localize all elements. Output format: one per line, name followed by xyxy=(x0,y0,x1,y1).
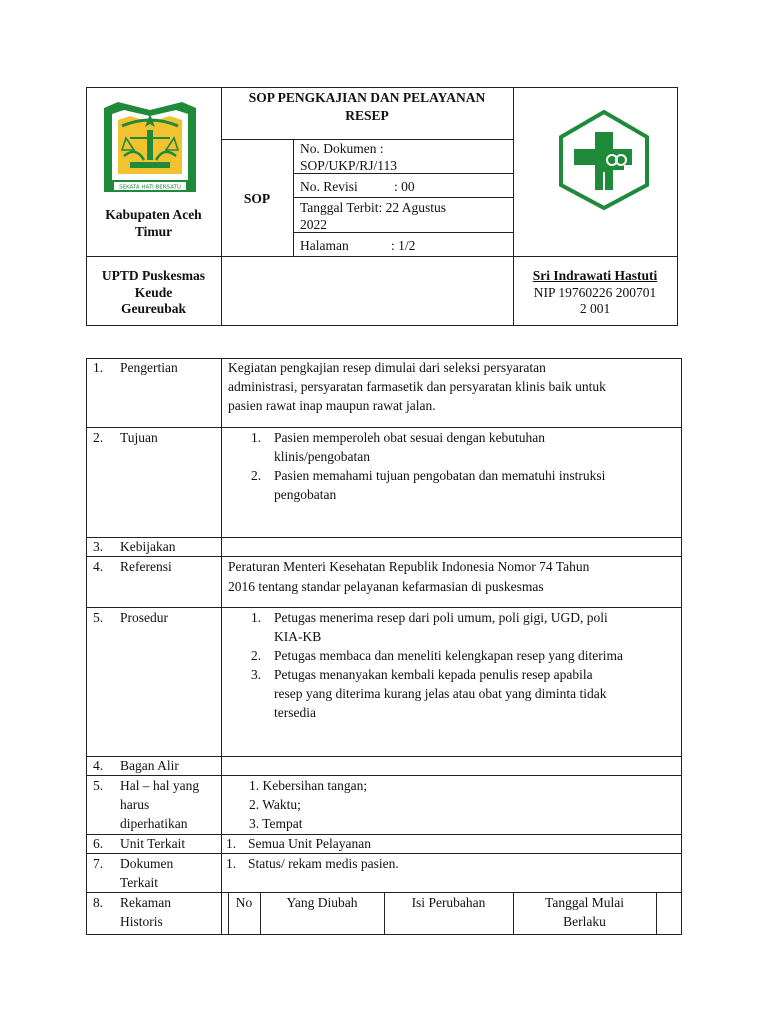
row-label-pengertian: Pengertian xyxy=(120,360,178,375)
row-num-pengertian: 1. xyxy=(93,360,104,375)
history-col-tanggal-line-2: Berlaku xyxy=(563,914,606,929)
prosedur-item-3-line-3: tersedia xyxy=(274,705,316,720)
row-label-rekaman-line-2: Historis xyxy=(120,914,163,929)
row-num-dokumen-terkait: 7. xyxy=(93,856,104,871)
history-col-no: No xyxy=(235,895,253,910)
tujuan-item-2-num: 2. xyxy=(251,468,262,483)
tujuan-item-1-line-1: Pasien memperoleh obat sesuai dengan kebutuhan xyxy=(274,430,546,445)
tujuan-item-2-line-1: Pasien memahami tujuan pengobatan dan mematuhi instruksi xyxy=(274,468,606,483)
hal-item-2: 2. Waktu; xyxy=(249,797,301,812)
page-label: Halaman xyxy=(300,238,349,253)
tujuan-item-1-num: 1. xyxy=(251,430,262,445)
row-label-dokumen-line-2: Terkait xyxy=(120,875,159,890)
page-value: : 1/2 xyxy=(391,238,416,253)
row-num-rekaman-historis: 8. xyxy=(93,895,104,910)
dokumen-terkait-item: Status/ rekam medis pasien. xyxy=(248,856,399,871)
issue-date-line-2: 2022 xyxy=(300,217,327,232)
row-label-prosedur: Prosedur xyxy=(120,610,168,625)
logo-motto: SEKATA HATI BERSATU xyxy=(119,184,181,191)
history-col-isi-perubahan: Isi Perubahan xyxy=(411,895,486,910)
history-col-yang-diubah: Yang Diubah xyxy=(286,895,358,910)
prosedur-item-3-line-1: Petugas menanyakan kembali kepada penulis resep apabila xyxy=(274,667,593,682)
doc-number-label: No. Dokumen : xyxy=(300,141,384,156)
region-name-line-2: Timur xyxy=(134,224,173,239)
prosedur-item-1-line-2: KIA-KB xyxy=(274,629,322,644)
history-col-tanggal-line-1: Tanggal Mulai xyxy=(545,895,624,910)
row-label-referensi: Referensi xyxy=(120,559,172,574)
revision-label: No. Revisi xyxy=(300,179,358,194)
document-title-line-2: RESEP xyxy=(345,108,389,123)
row-label-unit-terkait: Unit Terkait xyxy=(120,836,186,851)
unit-name-line-1: UPTD Puskesmas xyxy=(101,268,206,283)
prosedur-item-3-line-2: resep yang diterima kurang jelas atau obat yang diminta tidak xyxy=(274,686,607,701)
doc-number-value: SOP/UKP/RJ/113 xyxy=(300,158,398,173)
puskesmas-logo xyxy=(558,110,650,210)
row-num-bagan-alir: 4. xyxy=(93,758,104,773)
signer-nip-line-2: 2 001 xyxy=(579,301,611,316)
unit-terkait-item: Semua Unit Pelayanan xyxy=(248,836,371,851)
row-num-kebijakan: 3. xyxy=(93,539,104,554)
sop-label: SOP xyxy=(243,191,271,206)
referensi-text-line-2: 2016 tentang standar pelayanan kefarmasian di puskesmas xyxy=(228,579,544,594)
hal-item-1: 1. Kebersihan tangan; xyxy=(249,778,368,793)
hal-item-3: 3. Tempat xyxy=(249,816,303,831)
region-name-line-1: Kabupaten Aceh xyxy=(105,207,202,222)
row-num-prosedur: 5. xyxy=(93,610,104,625)
issue-date-line-1: Tanggal Terbit: 22 Agustus xyxy=(300,200,446,215)
pengertian-text-line-3: pasien rawat inap maupun rawat jalan. xyxy=(228,398,436,413)
pengertian-text-line-2: administrasi, persyaratan farmasetik dan persyaratan klinis baik untuk xyxy=(228,379,606,394)
unit-name-line-3: Geureubak xyxy=(120,301,186,316)
row-label-bagan-alir: Bagan Alir xyxy=(120,758,179,773)
tujuan-item-2-line-2: pengobatan xyxy=(274,487,337,502)
tujuan-item-1-line-2: klinis/pengobatan xyxy=(274,449,370,464)
unit-name-line-2: Keude xyxy=(134,285,173,300)
row-label-dokumen-line-1: Dokumen xyxy=(120,856,174,871)
prosedur-item-1-line-1: Petugas menerima resep dari poli umum, poli gigi, UGD, poli xyxy=(274,610,608,625)
row-label-hal-line-2: harus xyxy=(120,797,150,812)
prosedur-item-2-line-1: Petugas membaca dan meneliti kelengkapan resep yang diterima xyxy=(274,648,623,663)
referensi-text-line-1: Peraturan Menteri Kesehatan Republik Indonesia Nomor 74 Tahun xyxy=(228,559,590,574)
row-label-hal-line-3: diperhatikan xyxy=(120,816,188,831)
regional-logo xyxy=(100,100,200,196)
revision-value: : 00 xyxy=(394,179,415,194)
row-num-unit-terkait: 6. xyxy=(93,836,104,851)
unit-terkait-item-num: 1. xyxy=(226,836,237,851)
signer-name: Sri Indrawati Hastuti xyxy=(532,268,658,283)
row-label-tujuan: Tujuan xyxy=(120,430,158,445)
prosedur-item-3-num: 3. xyxy=(251,667,262,682)
row-num-hal-diperhatikan: 5. xyxy=(93,778,104,793)
signer-nip-line-1: NIP 19760226 200701 xyxy=(533,285,657,300)
pengertian-text-line-1: Kegiatan pengkajian resep dimulai dari seleksi persyaratan xyxy=(228,360,546,375)
row-num-tujuan: 2. xyxy=(93,430,104,445)
row-label-kebijakan: Kebijakan xyxy=(120,539,176,554)
row-num-referensi: 4. xyxy=(93,559,104,574)
row-label-hal-line-1: Hal – hal yang xyxy=(120,778,200,793)
prosedur-item-2-num: 2. xyxy=(251,648,262,663)
dokumen-terkait-item-num: 1. xyxy=(226,856,237,871)
prosedur-item-1-num: 1. xyxy=(251,610,262,625)
document-title-line-1: SOP PENGKAJIAN DAN PELAYANAN xyxy=(248,90,486,105)
row-label-rekaman-line-1: Rekaman xyxy=(120,895,171,910)
